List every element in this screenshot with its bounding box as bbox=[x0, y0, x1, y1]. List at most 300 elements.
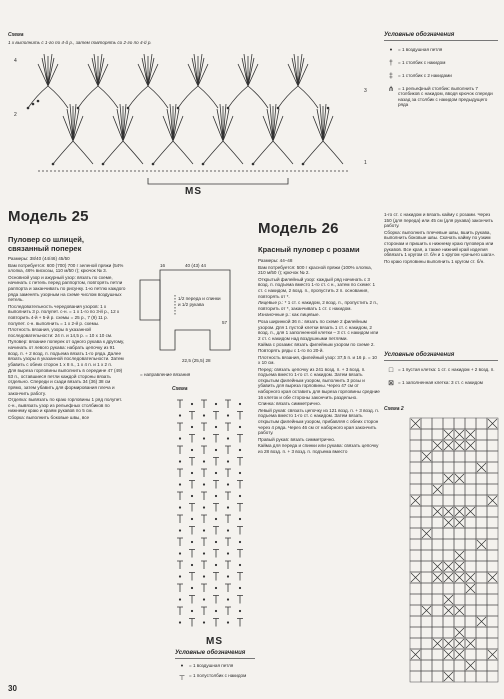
model26-body-left bbox=[258, 258, 380, 690]
grid-cell bbox=[487, 473, 498, 484]
grid-cell bbox=[421, 671, 432, 682]
grid-cell bbox=[432, 528, 443, 539]
grid-cell bbox=[465, 550, 476, 561]
m26-right-rows: Лицевые р.: * 1 ст. с накидом, 2 возд. п., пропустить 2 п., повторить от *, заканчивать 1 ст. с накидом. bbox=[258, 300, 379, 311]
filled-cell-mark bbox=[455, 562, 464, 571]
stitch-symbol bbox=[237, 412, 243, 420]
grid-cell bbox=[410, 583, 421, 594]
chain-dot bbox=[227, 598, 229, 600]
grid-cell bbox=[487, 660, 498, 671]
grid-cell bbox=[465, 649, 476, 660]
filled-cell-mark bbox=[444, 672, 453, 681]
chain-dot bbox=[239, 426, 241, 428]
chain-dot bbox=[203, 552, 205, 554]
grid-cell bbox=[410, 616, 421, 627]
grid-cell bbox=[443, 495, 454, 506]
grid-cell bbox=[487, 638, 498, 649]
top-scheme-note: 1 х выполнить с 1-го по 4-й р., затем повторять со 2-го по 4-й р. bbox=[8, 40, 152, 45]
grid-cell bbox=[487, 616, 498, 627]
grid-cell bbox=[476, 627, 487, 638]
filled-cell-mark bbox=[444, 507, 453, 516]
stitch-symbol bbox=[201, 515, 207, 523]
stitch-symbol bbox=[177, 607, 183, 615]
grid-cell bbox=[476, 473, 487, 484]
grid-cell bbox=[432, 660, 443, 671]
m26-left-sleeve: Левый рукав: связать цепочку из 121 возд. п. + 3 возд. п. подъема вместо 1-го ст. с накидом. Затем вязать открытым филейным узором, прибавляя с обеих сторон через 4 ряда. Через 46 см от наборного края закончить работу. bbox=[258, 407, 379, 436]
grid-cell bbox=[410, 440, 421, 451]
grid-cell bbox=[432, 418, 443, 429]
stitch-symbol bbox=[177, 423, 183, 431]
grid-cell bbox=[487, 440, 498, 451]
stitch-symbol bbox=[201, 492, 207, 500]
chain-dot bbox=[203, 414, 205, 416]
legend-top-title: Условные обозначения bbox=[384, 32, 455, 38]
grid-cell bbox=[432, 429, 443, 440]
grid-cell bbox=[421, 561, 432, 572]
grid-cell bbox=[476, 649, 487, 660]
stitch-symbol bbox=[177, 469, 183, 477]
grid-cell bbox=[421, 517, 432, 528]
grid-cell bbox=[421, 660, 432, 671]
grid-cell bbox=[443, 660, 454, 671]
stitch-symbol bbox=[189, 619, 195, 627]
filled-cell-mark bbox=[444, 562, 453, 571]
legend-right-title: Условные обозначения bbox=[384, 352, 455, 358]
stitch-symbol bbox=[201, 423, 207, 431]
grid-cell bbox=[465, 627, 476, 638]
grid-cell bbox=[443, 550, 454, 561]
grid-cell bbox=[454, 484, 465, 495]
grid-cell bbox=[465, 462, 476, 473]
stitch-symbol bbox=[177, 561, 183, 569]
grid-cell bbox=[432, 473, 443, 484]
chain-dot bbox=[215, 541, 217, 543]
diagram-top: 16 bbox=[160, 263, 166, 268]
grid-cell bbox=[476, 495, 487, 506]
stitch-symbol bbox=[225, 607, 231, 615]
grid-cell bbox=[432, 451, 443, 462]
garment-diagram bbox=[130, 260, 240, 370]
filled-cell-mark bbox=[433, 639, 442, 648]
grid-cell bbox=[421, 440, 432, 451]
stitch-symbol bbox=[237, 573, 243, 581]
chain-dot bbox=[203, 575, 205, 577]
stitch-symbol bbox=[201, 607, 207, 615]
legend-right-item: ⊠ = 1 заполненная клетка: 3 ст. с накидом bbox=[384, 380, 498, 387]
grid-cell bbox=[476, 594, 487, 605]
row-number-3: 3 bbox=[364, 88, 367, 94]
m26-gauge: Плотность вязания, филейный узор: 37,5 п. и 16 р. = 10 х 10 см. bbox=[258, 354, 377, 366]
grid-cell bbox=[443, 583, 454, 594]
chain-dot bbox=[227, 414, 229, 416]
treble-crochet-icon: ‡ bbox=[389, 73, 393, 80]
filled-cell-mark bbox=[488, 496, 497, 505]
grid-cell bbox=[421, 462, 432, 473]
grid-cell bbox=[465, 539, 476, 550]
filled-cell-mark bbox=[433, 485, 442, 494]
grid-cell bbox=[465, 451, 476, 462]
grid-cell bbox=[443, 616, 454, 627]
filled-cell-mark bbox=[444, 441, 453, 450]
filled-cell-mark bbox=[466, 441, 475, 450]
legend-right bbox=[384, 352, 498, 393]
stitch-symbol bbox=[177, 584, 183, 592]
stitch-symbol bbox=[237, 596, 243, 604]
stitch-symbol bbox=[213, 504, 219, 512]
grid-cell bbox=[432, 649, 443, 660]
chain-dot bbox=[239, 495, 241, 497]
m26-rose: Роза ширинкой 36 п.: вязать по схеме 2 филейным узором. Для 1 пустой клетки вязать 1 ст. с накидом, 2 возд. п., для 1 заполненной клетки – 3 ст. с накидом или 2 ст. с накидом над воздушными петлями. bbox=[258, 318, 379, 341]
chain-dot bbox=[227, 575, 229, 577]
chain-dot bbox=[227, 437, 229, 439]
chain-dot bbox=[239, 403, 241, 405]
grid-cell bbox=[432, 462, 443, 473]
stitch-symbol bbox=[213, 481, 219, 489]
stitch-symbol bbox=[189, 550, 195, 558]
filled-cell-mark bbox=[466, 639, 475, 648]
filled-cell-mark bbox=[411, 573, 420, 582]
chain-dot bbox=[215, 403, 217, 405]
chain-dot bbox=[227, 460, 229, 462]
chain-dot bbox=[179, 552, 181, 554]
grid-cell bbox=[421, 473, 432, 484]
row-number-4: 4 bbox=[14, 58, 17, 64]
stitch-symbol bbox=[201, 584, 207, 592]
grid-cell bbox=[487, 484, 498, 495]
chain-dot bbox=[203, 506, 205, 508]
grid-cell bbox=[454, 462, 465, 473]
grid-cell bbox=[476, 660, 487, 671]
m26-neck: По краю горловины выполнить 1 кругом ст. б/н. bbox=[384, 258, 485, 264]
filled-cell-mark bbox=[466, 573, 475, 582]
grid-cell bbox=[410, 660, 421, 671]
grid-cell bbox=[487, 671, 498, 682]
chain-dot bbox=[215, 518, 217, 520]
grid-cell bbox=[443, 484, 454, 495]
model25-body bbox=[8, 256, 126, 676]
chain-dot bbox=[215, 564, 217, 566]
filled-cell-mark bbox=[433, 573, 442, 582]
legend-right-item: □ = 1 пустая клетка: 1 ст. с накидом + 2 возд. п. bbox=[384, 367, 498, 374]
relief-stitch-icon: ⋔ bbox=[388, 86, 394, 93]
chain-dot bbox=[203, 529, 205, 531]
page-number: 30 bbox=[8, 684, 17, 693]
chain-dot bbox=[179, 437, 181, 439]
grid-cell bbox=[476, 528, 487, 539]
stitch-symbol bbox=[177, 515, 183, 523]
grid-cell bbox=[487, 429, 498, 440]
grid-cell bbox=[432, 616, 443, 627]
filled-cell-mark bbox=[455, 518, 464, 527]
grid-cell bbox=[454, 539, 465, 550]
filled-cell-mark bbox=[455, 650, 464, 659]
grid-cell bbox=[454, 495, 465, 506]
stitch-symbol bbox=[237, 458, 243, 466]
grid-cell bbox=[476, 561, 487, 572]
chain-dot bbox=[215, 472, 217, 474]
grid-cell bbox=[443, 418, 454, 429]
double-crochet-icon: † bbox=[389, 60, 393, 67]
model26-title: Красный пуловер с розами bbox=[258, 245, 360, 254]
stitch-symbol bbox=[177, 400, 183, 408]
filled-cell-mark bbox=[488, 419, 497, 428]
grid-cell bbox=[432, 517, 443, 528]
stitch-symbol bbox=[237, 481, 243, 489]
stitch-symbol bbox=[225, 492, 231, 500]
grid-cell bbox=[421, 572, 432, 583]
chain-dot bbox=[203, 483, 205, 485]
grid-cell bbox=[454, 418, 465, 429]
filled-cell-mark bbox=[444, 650, 453, 659]
chain-dot bbox=[203, 437, 205, 439]
stitch-symbol bbox=[177, 538, 183, 546]
grid-cell bbox=[476, 671, 487, 682]
stitch-symbol bbox=[201, 400, 207, 408]
m25-gauge: Плотность вязания, узоры в указанной последовательности: 24 п. и 14,5 р. = 10 х 10 см. bbox=[8, 327, 113, 338]
stitch-symbol bbox=[213, 550, 219, 558]
diagram-arrow-note: = направление вязания bbox=[140, 372, 191, 377]
stitch-symbol bbox=[225, 446, 231, 454]
chain-dot bbox=[239, 518, 241, 520]
stitch-symbol bbox=[201, 538, 207, 546]
grid-cell bbox=[476, 484, 487, 495]
stitch-symbol bbox=[213, 412, 219, 420]
stitch-symbol bbox=[213, 527, 219, 535]
filled-cell-mark bbox=[411, 496, 420, 505]
grid-cell bbox=[410, 594, 421, 605]
diagram-cuff-label: 1/2 переда и спинки и 1/2 рукава bbox=[178, 296, 221, 307]
grid-cell bbox=[454, 528, 465, 539]
chain-dot bbox=[227, 552, 229, 554]
chain-dot bbox=[179, 575, 181, 577]
grid-cell bbox=[421, 484, 432, 495]
m26-sizes: Размеры: 44–48 bbox=[258, 258, 293, 263]
chain-dot bbox=[191, 518, 193, 520]
chain-dot bbox=[239, 449, 241, 451]
chain-dot bbox=[203, 621, 205, 623]
stitch-symbol bbox=[237, 504, 243, 512]
m26-border: Кайма с розами: вязать филейным узором по схеме 2. Повторять ряды с 1-го по 20-й. bbox=[258, 342, 375, 353]
grid-cell bbox=[432, 594, 443, 605]
stitch-symbol bbox=[237, 435, 243, 443]
stitch-symbol bbox=[225, 515, 231, 523]
chain-dot bbox=[215, 610, 217, 612]
model25-title: Пуловер со шлицей, связанный поперек bbox=[8, 235, 84, 253]
scheme2-title: Схема 2 bbox=[384, 406, 404, 412]
grid-cell bbox=[443, 539, 454, 550]
grid-cell bbox=[465, 671, 476, 682]
m26-wrong-rows: Изнаночные р.: как лицевые. bbox=[258, 312, 320, 318]
chain-dot bbox=[191, 610, 193, 612]
grid-cell bbox=[487, 506, 498, 517]
grid-cell bbox=[487, 627, 498, 638]
grid-cell bbox=[421, 550, 432, 561]
grid-cell bbox=[465, 495, 476, 506]
chain-dot bbox=[191, 449, 193, 451]
grid-cell bbox=[454, 583, 465, 594]
grid-cell bbox=[410, 473, 421, 484]
chain-dot bbox=[215, 495, 217, 497]
grid-cell bbox=[443, 528, 454, 539]
chain-dot bbox=[215, 587, 217, 589]
grid-cell bbox=[465, 561, 476, 572]
filled-cell-mark bbox=[411, 419, 420, 428]
legend-mid bbox=[175, 650, 255, 680]
m25-assembly: Сборка: выполнить боковые швы, все bbox=[8, 415, 90, 421]
legend-mid-title: Условные обозначения bbox=[175, 650, 246, 656]
diagram-dim3: 57 bbox=[222, 320, 228, 325]
filled-cell-mark bbox=[422, 606, 431, 615]
grid-cell bbox=[410, 429, 421, 440]
model26-body-right bbox=[384, 212, 498, 352]
grid-cell bbox=[443, 462, 454, 473]
diagram-dim2: 22,5 (25,5) 28 bbox=[182, 358, 211, 363]
grid-cell bbox=[487, 517, 498, 528]
m26-border-front: Кайма для переда и спинки или рукава: связать цепочку из 28 возд. п. + 3 возд. п. подъема вместо bbox=[258, 443, 379, 454]
legend-top-item: † = 1 столбик с накидом bbox=[384, 60, 498, 67]
grid-cell bbox=[454, 594, 465, 605]
grid-cell bbox=[432, 627, 443, 638]
filled-cell-mark bbox=[455, 474, 464, 483]
filled-cell-mark bbox=[422, 452, 431, 461]
m26-assembly: Сборка: выполнить плечевые швы, вшить рукава, выполнить боковые швы. Скачать кайму по узким сторонам и пришить к нижнему краю пуловера или рукавов. Все края, а также нижний край изделия обвязать 1 кругом ст. б/н и 1 кругом «рачьего шага». bbox=[384, 229, 496, 258]
stitch-symbol bbox=[189, 596, 195, 604]
grid-cell bbox=[410, 638, 421, 649]
filled-cell-mark bbox=[477, 617, 486, 626]
grid-cell bbox=[487, 451, 498, 462]
grid-cell bbox=[421, 583, 432, 594]
stitch-symbol bbox=[189, 435, 195, 443]
chain-dot bbox=[191, 403, 193, 405]
filled-cell-mark bbox=[466, 430, 475, 439]
grid-cell bbox=[476, 440, 487, 451]
m26-front: Перед: связать цепочку из 241 возд. п. + 3 возд. п. подъема вместо 1-го ст. с накидом. Затем вязать открытым филейным узором, выполнить 3 розы и убавить для выреза горловины. Через 47 см от наборного края оставить для выреза горловины средние 16 клеток и обе стороны закончить раздельно. bbox=[258, 366, 380, 400]
chain-dot bbox=[227, 483, 229, 485]
grid-cell bbox=[465, 517, 476, 528]
chain-dot bbox=[179, 506, 181, 508]
legend-mid-item: ┬ = 1 полустолбик с накидом bbox=[175, 673, 255, 680]
grid-cell bbox=[487, 583, 498, 594]
chain-stitch-icon: • bbox=[389, 47, 393, 54]
chain-dot bbox=[191, 472, 193, 474]
legend-top-item: ‡ = 1 столбик с 2 накидами bbox=[384, 73, 498, 80]
grid-cell bbox=[432, 583, 443, 594]
grid-cell bbox=[410, 528, 421, 539]
grid-cell bbox=[421, 627, 432, 638]
grid-cell bbox=[454, 616, 465, 627]
chain-dot bbox=[191, 564, 193, 566]
model25-header: Модель 25 bbox=[8, 208, 89, 225]
grid-cell bbox=[410, 462, 421, 473]
chain-dot bbox=[215, 449, 217, 451]
scheme2-grid bbox=[408, 416, 500, 688]
grid-cell bbox=[476, 572, 487, 583]
filled-cell-mark bbox=[477, 540, 486, 549]
grid-cell bbox=[432, 550, 443, 561]
filled-cell-mark bbox=[411, 650, 420, 659]
filled-cell-mark bbox=[444, 474, 453, 483]
stitch-symbol bbox=[177, 492, 183, 500]
grid-cell bbox=[410, 627, 421, 638]
grid-cell bbox=[465, 418, 476, 429]
chain-dot bbox=[227, 621, 229, 623]
chain-dot bbox=[227, 529, 229, 531]
filled-cell-mark bbox=[422, 529, 431, 538]
filled-cell-mark bbox=[455, 441, 464, 450]
grid-cell bbox=[476, 583, 487, 594]
chain-dot bbox=[239, 610, 241, 612]
grid-cell bbox=[476, 517, 487, 528]
grid-cell bbox=[465, 616, 476, 627]
stitch-symbol bbox=[237, 550, 243, 558]
filled-cell-mark bbox=[444, 518, 453, 527]
m26-continue: 1-го ст. с накидом и вязать кайму с розами. Через 150 (для переда) или 45 см (для рукава) закончить работу. bbox=[384, 212, 494, 229]
filled-cell-mark bbox=[477, 463, 486, 472]
model26-header: Модель 26 bbox=[258, 220, 339, 237]
filled-cell-mark bbox=[444, 573, 453, 582]
m25-pattern: Основной узор и ажурный узор: вязать по схеме, начинать с петель перед раппортом, повторять петли раппорта и заканчивать по рисунку. 1-ю петлю каждого ряда заменять узорным на схеме числом воздушных петель. bbox=[8, 274, 126, 303]
grid-cell bbox=[421, 506, 432, 517]
filled-cell-mark bbox=[488, 650, 497, 659]
stitch-symbol bbox=[237, 527, 243, 535]
stitch-symbol bbox=[213, 619, 219, 627]
grid-cell bbox=[432, 671, 443, 682]
stitch-symbol bbox=[213, 458, 219, 466]
stitch-symbol bbox=[225, 584, 231, 592]
grid-cell bbox=[421, 429, 432, 440]
grid-cell bbox=[465, 594, 476, 605]
half-double-crochet-icon: ┬ bbox=[179, 673, 185, 680]
grid-cell bbox=[487, 550, 498, 561]
grid-cell bbox=[410, 539, 421, 550]
stitch-symbol bbox=[189, 504, 195, 512]
grid-cell bbox=[421, 539, 432, 550]
stitch-symbol bbox=[225, 423, 231, 431]
grid-cell bbox=[410, 506, 421, 517]
m25-materials: Вам потребуется: 600 (700) 700 г зеленой пряжи (54% хлопка, 46% вискозы, 110 м/50 г); крючок № 3. bbox=[8, 262, 124, 274]
chain-dot bbox=[179, 460, 181, 462]
m25-sequence: Последовательность чередования узоров: 1 х выполнить 3 р. полупет. с-н. = 1 х 1-го по 3-й р., 12 х повторить 4-й + 5-й р. схемы = 25 р., 7 (9) 11 р. полупет. с-н. выполнить = 1 х 2-й р. схемы. bbox=[8, 303, 120, 326]
stitch-symbol bbox=[189, 412, 195, 420]
chain-dot bbox=[179, 621, 181, 623]
grid-cell bbox=[443, 627, 454, 638]
grid-cell bbox=[487, 594, 498, 605]
filled-cell-mark bbox=[455, 573, 464, 582]
stitch-symbol bbox=[225, 469, 231, 477]
stitch-symbol bbox=[237, 619, 243, 627]
m26-filet: Открытый филейный узор: каждый ряд начинать с 3 возд. п. подъема вместо 1-го ст. с н., затем по схеме: 1 ст. с накидом, 2 возд. п., пропустить 2 п. основания, повторять от *. bbox=[258, 276, 376, 299]
chain-dot bbox=[215, 426, 217, 428]
chain-dot bbox=[179, 529, 181, 531]
chain-dot bbox=[239, 587, 241, 589]
filled-cell-mark bbox=[455, 430, 464, 439]
grid-cell bbox=[476, 506, 487, 517]
row-number-1: 1 bbox=[364, 160, 367, 166]
stitch-symbol bbox=[189, 527, 195, 535]
stitch-symbol bbox=[189, 481, 195, 489]
filled-cell-mark bbox=[466, 507, 475, 516]
stitch-symbol bbox=[225, 400, 231, 408]
grid-cell bbox=[487, 539, 498, 550]
m25-sizes: Размеры: 38/40 (44/46) 45/50 bbox=[8, 256, 70, 261]
grid-cell bbox=[476, 418, 487, 429]
stitch-symbol bbox=[213, 573, 219, 581]
stitch-symbol bbox=[213, 596, 219, 604]
filled-cell-mark bbox=[455, 639, 464, 648]
grid-cell bbox=[487, 528, 498, 539]
m26-right-sleeve: Правый рукав: вязать симметрично. bbox=[258, 436, 336, 442]
filled-cell-icon: ⊠ bbox=[388, 380, 394, 387]
